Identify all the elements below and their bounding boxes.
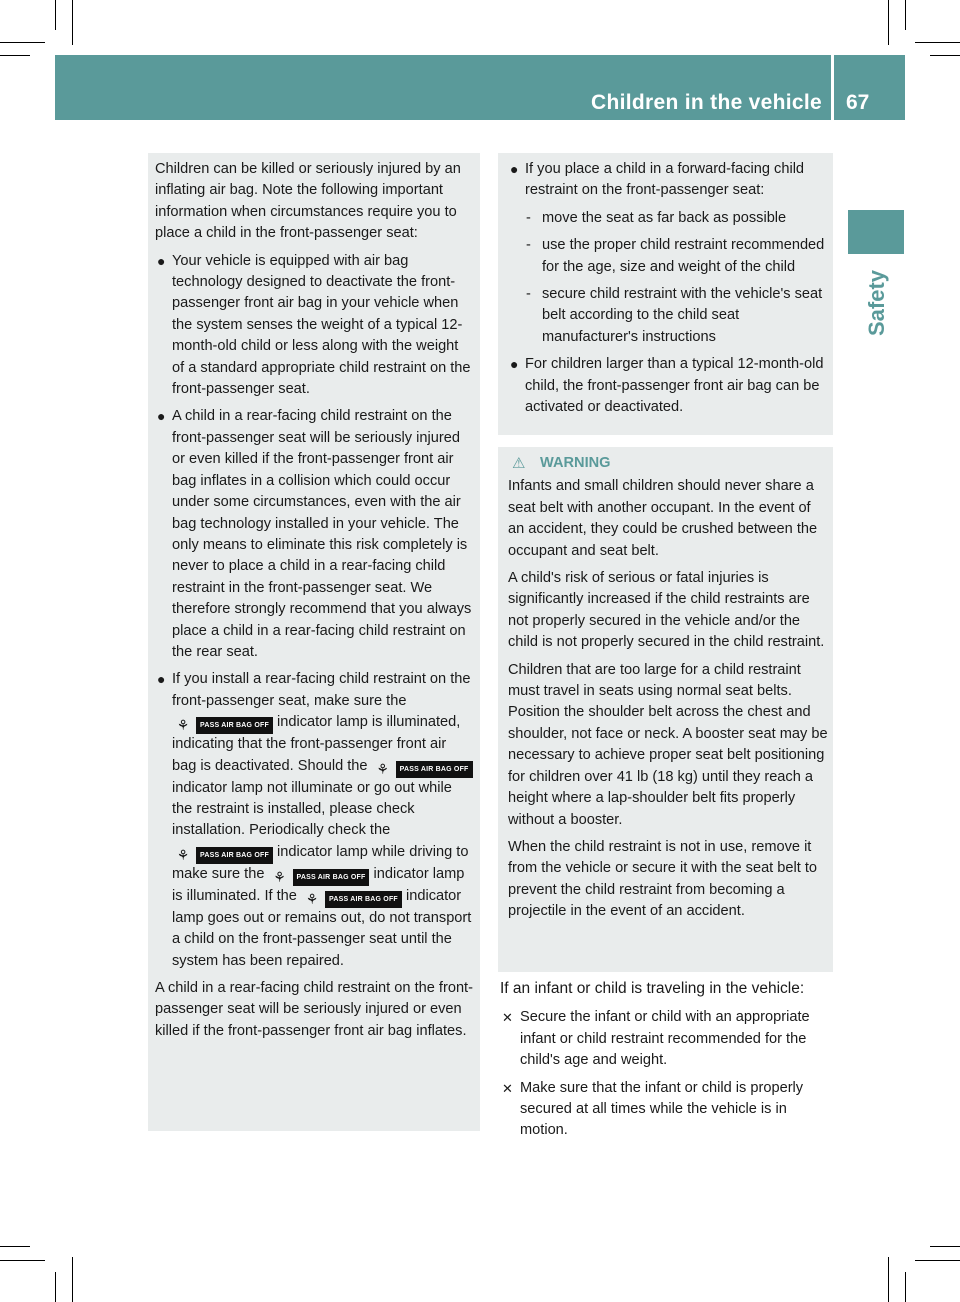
crop-mark (888, 1257, 889, 1302)
info-box-left (148, 153, 480, 1131)
dash: - (526, 237, 531, 254)
crop-mark (930, 55, 960, 56)
info-box-right (498, 153, 833, 435)
crop-mark (0, 55, 30, 56)
bullet: ● (157, 252, 166, 269)
crop-mark (930, 1246, 960, 1247)
arrow-icon: ✕ (502, 1080, 513, 1096)
crop-mark (0, 1260, 45, 1261)
dash: - (526, 209, 531, 226)
section-label: Safety (864, 269, 889, 337)
bullet: ● (157, 671, 166, 688)
header-divider (831, 55, 834, 120)
child-seat-icon: ⚘ (376, 760, 389, 777)
pass-air-bag-off-indicator: ⚘ PASS AIR BAG OFF (301, 891, 402, 908)
instructions-intro: If an infant or child is traveling in the vehicle: (500, 980, 805, 997)
instruction-step: ✕ Make sure that the infant or child is properly secured at all times while the vehicle is in motion. (502, 1079, 804, 1139)
sub-list-item: - move the seat as far back as possible (508, 208, 829, 229)
crop-mark (72, 0, 73, 45)
crop-mark (905, 0, 906, 30)
crop-mark (55, 0, 56, 30)
list-item: ● If you install a rear-facing child restraint on the front-passenger seat, make sure the ⚘ PASS AIR BAG OFF indicator lamp is illuminated, indicating that the front-passenger front air bag is deactivated. Should the ⚘ PASS AIR BAG OFF indicator lamp not illuminate or go out while the restraint is installed, please check installation. Periodically check the ⚘ PASS AIR BAG OFF indicator lamp while driving to make sure the ⚘ PASS AIR BAG OFF indicator lamp is illuminated. If the ⚘ PASS AIR BAG OFF indicator lamp goes out or remains out, do not transport a child on the front-passenger seat until the system has been repaired. (157, 671, 472, 969)
crop-mark (55, 1272, 56, 1302)
crop-mark (905, 1272, 906, 1302)
child-seat-icon: ⚘ (176, 846, 190, 863)
pass-air-bag-off-indicator: ⚘ PASS AIR BAG OFF (172, 717, 273, 734)
warning-box (498, 447, 833, 972)
list-item: ● For children larger than a typical 12-month-old child, the front-passenger front air bag can be activated or deactivated. (510, 356, 824, 416)
crop-mark (0, 1246, 30, 1247)
warning-heading: ⚠ WARNING (508, 453, 829, 474)
intro-paragraph: Children can be killed or seriously injured by an inflating air bag. Note the following important information when circumstances require you to place a child in the front-passenger seat: (155, 161, 461, 242)
page-number: 67 (846, 91, 870, 114)
pass-air-bag-off-indicator: ⚘ PASS AIR BAG OFF (172, 847, 273, 864)
child-seat-icon: ⚘ (273, 868, 286, 885)
dash: - (526, 286, 531, 303)
list-item: ● If you place a child in a forward-facing child restraint on the front-passenger seat: (510, 161, 805, 199)
instructions (500, 978, 833, 1148)
sub-list-item: - secure child restraint with the vehicle's seat belt according to the child seat manufacturer's instructions (526, 286, 823, 345)
list-item: ● A child in a rear-facing child restraint on the front-passenger seat will be seriously injured or even killed if the front-passenger front air bag inflates in a collision which could occur under some circumstances, even with the air bag technology installed in your vehicle. The only means to eliminate this risk completely is never to place a child in a rear-facing child restraint in the front-passenger seat. We therefore strongly recommend that you always place a child in a rear-facing child restraint on the rear seat. (157, 408, 472, 660)
pass-air-bag-off-indicator: ⚘ PASS AIR BAG OFF (269, 869, 370, 886)
page-title: Children in the vehicle (591, 91, 822, 114)
child-seat-icon: ⚘ (305, 890, 319, 907)
crop-mark (0, 42, 45, 43)
crop-mark (72, 1257, 73, 1302)
warning-icon: ⚠ (512, 455, 526, 472)
bullet: ● (510, 356, 519, 373)
warning-paragraph: When the child restraint is not in use, remove it from the vehicle or secure it with the seat belt to prevent the child restraint from becoming a projectile in the event of an accident. (508, 838, 818, 920)
arrow-icon: ✕ (502, 1010, 513, 1026)
bullet: ● (157, 408, 166, 425)
crop-mark (888, 0, 889, 45)
bullet: ● (510, 161, 519, 177)
list-item: ● Your vehicle is equipped with air bag technology designed to deactivate the front-passenger front air bag in your vehicle when the system senses the weight of a typical 12-month-old child or less along with the weight of a standard appropriate child restraint on the front-passenger seat. (157, 252, 471, 398)
instruction-step: ✕ Secure the infant or child with an appropriate infant or child restraint recommended for the child's age and weight. (502, 1009, 810, 1069)
closing-paragraph: A child in a rear-facing child restraint on the front-passenger seat will be seriously injured or even killed if the front-passenger front air bag inflates. (155, 980, 473, 1039)
warning-paragraph: Infants and small children should never share a seat belt with another occupant. In the event of an accident, they could be crushed between the occupant and seat belt. (508, 478, 818, 559)
warning-paragraph: Children that are too large for a child restraint must travel in seats using normal seat belts. Position the shoulder belt across the chest and shoulder, not face or neck. A booster seat may be necessary to achieve proper seat belt positioning for children over 41 lb (18 kg) until they reach a height where a lap-shoulder belt fits properly without a booster. (508, 661, 828, 828)
warning-paragraph: A child's risk of serious or fatal injuries is significantly increased if the child restraints are not properly secured in the vehicle and/or the child is not properly secured in the child restraint. (508, 570, 825, 651)
crop-mark (915, 42, 960, 43)
crop-mark (915, 1260, 960, 1261)
sub-list-item: - use the proper child restraint recommended for the age, size and weight of the child (526, 237, 825, 275)
pass-air-bag-off-indicator: ⚘ PASS AIR BAG OFF (372, 761, 473, 778)
section-tab (848, 210, 904, 254)
child-seat-icon: ⚘ (176, 717, 190, 734)
